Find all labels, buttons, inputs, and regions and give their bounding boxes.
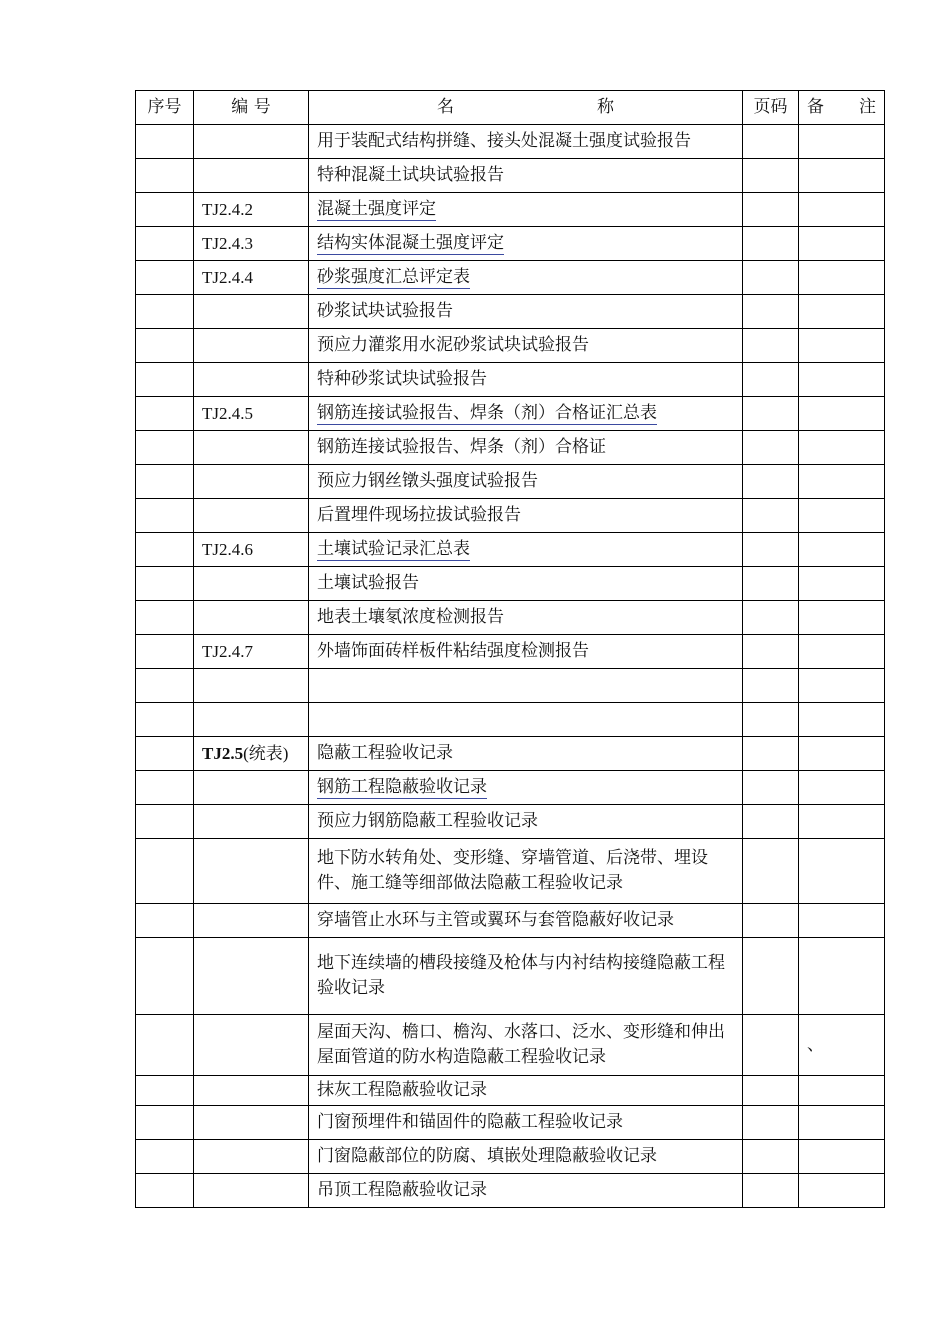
table-row — [136, 938, 885, 1015]
cell-name: 用于装配式结构拼缝、接头处混凝土强度试验报告 — [309, 125, 743, 159]
cell-no — [136, 771, 194, 805]
cell-note — [799, 159, 885, 193]
table-row — [136, 737, 885, 771]
cell-page — [743, 193, 799, 227]
link-text[interactable]: 钢筋连接试验报告、焊条（剂）合格证汇总表 — [317, 403, 657, 423]
cell-no — [136, 839, 194, 904]
header-note-a: 备 — [807, 97, 824, 117]
cell-note — [799, 329, 885, 363]
header-page: 页码 — [743, 91, 799, 125]
table-row — [136, 771, 885, 805]
cell-no — [136, 261, 194, 295]
cell-no — [136, 465, 194, 499]
table-row — [136, 839, 885, 904]
cell-code — [194, 1106, 309, 1140]
cell-note — [799, 805, 885, 839]
table-row — [136, 159, 885, 193]
cell-page — [743, 669, 799, 703]
table-row — [136, 1106, 885, 1140]
table-row — [136, 397, 885, 431]
cell-code — [194, 771, 309, 805]
cell-no — [136, 904, 194, 938]
link-text[interactable]: 土壤试验记录汇总表 — [317, 539, 470, 559]
cell-code — [194, 1076, 309, 1106]
cell-code — [194, 499, 309, 533]
cell-name — [309, 771, 743, 805]
cell-page — [743, 363, 799, 397]
cell-code — [194, 737, 309, 771]
cell-no — [136, 567, 194, 601]
cell-no — [136, 193, 194, 227]
cell-page — [743, 465, 799, 499]
cell-page — [743, 1015, 799, 1076]
cell-page — [743, 904, 799, 938]
cell-note — [799, 1076, 885, 1106]
cell-note — [799, 397, 885, 431]
link-text[interactable]: 混凝土强度评定 — [317, 199, 436, 219]
cell-page — [743, 635, 799, 669]
table-row — [136, 431, 885, 465]
table-row-empty — [136, 669, 885, 703]
cell-code — [194, 839, 309, 904]
table-body — [136, 125, 885, 1208]
cell-name — [309, 533, 743, 567]
cell-no — [136, 159, 194, 193]
code-bold: TJ2.5 — [202, 744, 244, 763]
cell-no — [136, 363, 194, 397]
cell-no — [136, 431, 194, 465]
cell-page — [743, 159, 799, 193]
cell-note — [799, 431, 885, 465]
cell-name — [309, 397, 743, 431]
header-row — [136, 91, 885, 125]
cell-page — [743, 125, 799, 159]
cell-note — [799, 193, 885, 227]
cell-page — [743, 1076, 799, 1106]
cell-code — [194, 805, 309, 839]
cell-code — [194, 465, 309, 499]
cell-code — [194, 363, 309, 397]
cell-note — [799, 703, 885, 737]
cell-name: 砂浆试块试验报告 — [309, 295, 743, 329]
table-row-empty — [136, 703, 885, 737]
cell-page — [743, 431, 799, 465]
cell-note — [799, 839, 885, 904]
cell-page — [743, 1174, 799, 1208]
table-row — [136, 465, 885, 499]
cell-no — [136, 703, 194, 737]
table-row — [136, 193, 885, 227]
cell-no — [136, 938, 194, 1015]
cell-no — [136, 737, 194, 771]
code-suffix: (统表) — [243, 744, 289, 763]
cell-note: 、 — [799, 1015, 885, 1076]
table-row — [136, 904, 885, 938]
cell-page — [743, 567, 799, 601]
header-note-b: 注 — [859, 97, 876, 117]
cell-page — [743, 737, 799, 771]
cell-note — [799, 1140, 885, 1174]
cell-note — [799, 1174, 885, 1208]
cell-page — [743, 295, 799, 329]
cell-name: 隐蔽工程验收记录 — [309, 737, 743, 771]
cell-name: 特种混凝土试块试验报告 — [309, 159, 743, 193]
cell-name — [309, 703, 743, 737]
cell-page — [743, 703, 799, 737]
cell-name: 屋面天沟、檐口、檐沟、水落口、泛水、变形缝和伸出屋面管道的防水构造隐蔽工程验收记录 — [309, 1015, 743, 1076]
table-row — [136, 125, 885, 159]
cell-code — [194, 431, 309, 465]
cell-name: 预应力钢丝镦头强度试验报告 — [309, 465, 743, 499]
cell-no — [136, 295, 194, 329]
cell-name: 地下连续墙的槽段接缝及枪体与内衬结构接缝隐蔽工程验收记录 — [309, 938, 743, 1015]
table-row — [136, 363, 885, 397]
cell-code — [194, 703, 309, 737]
cell-code — [194, 904, 309, 938]
cell-name: 地下防水转角处、变形缝、穿墙管道、后浇带、埋设件、施工缝等细部做法隐蔽工程验收记录 — [309, 839, 743, 904]
table-row — [136, 261, 885, 295]
cell-no — [136, 499, 194, 533]
cell-page — [743, 329, 799, 363]
cell-note — [799, 261, 885, 295]
cell-note — [799, 601, 885, 635]
document-index-table — [135, 90, 885, 1208]
cell-no — [136, 601, 194, 635]
cell-no — [136, 1076, 194, 1106]
table-row — [136, 329, 885, 363]
cell-name: 吊顶工程隐蔽验收记录 — [309, 1174, 743, 1208]
cell-page — [743, 227, 799, 261]
cell-note — [799, 567, 885, 601]
cell-note — [799, 737, 885, 771]
cell-code: TJ2.4.2 — [194, 193, 309, 227]
cell-name: 门窗预埋件和锚固件的隐蔽工程验收记录 — [309, 1106, 743, 1140]
cell-no — [136, 125, 194, 159]
header-name-b: 称 — [597, 97, 614, 117]
cell-code — [194, 669, 309, 703]
cell-note — [799, 904, 885, 938]
link-text[interactable]: 砂浆强度汇总评定表 — [317, 267, 470, 287]
cell-code — [194, 295, 309, 329]
cell-code: TJ2.4.3 — [194, 227, 309, 261]
cell-code: TJ2.4.7 — [194, 635, 309, 669]
header-code: 编 号 — [194, 91, 309, 125]
cell-page — [743, 805, 799, 839]
cell-name: 后置埋件现场拉拔试验报告 — [309, 499, 743, 533]
table-row — [136, 295, 885, 329]
cell-note — [799, 635, 885, 669]
cell-code — [194, 125, 309, 159]
cell-name: 土壤试验报告 — [309, 567, 743, 601]
cell-code — [194, 567, 309, 601]
cell-note — [799, 499, 885, 533]
cell-name: 钢筋连接试验报告、焊条（剂）合格证 — [309, 431, 743, 465]
cell-page — [743, 771, 799, 805]
cell-code — [194, 938, 309, 1015]
cell-no — [136, 1015, 194, 1076]
table-row — [136, 635, 885, 669]
cell-no — [136, 1106, 194, 1140]
cell-note — [799, 465, 885, 499]
cell-note — [799, 669, 885, 703]
header-note — [799, 91, 885, 125]
cell-name: 特种砂浆试块试验报告 — [309, 363, 743, 397]
cell-note — [799, 1106, 885, 1140]
cell-name: 门窗隐蔽部位的防腐、填嵌处理隐蔽验收记录 — [309, 1140, 743, 1174]
cell-page — [743, 261, 799, 295]
cell-name: 地表土壤氡浓度检测报告 — [309, 601, 743, 635]
cell-no — [136, 1140, 194, 1174]
cell-code — [194, 329, 309, 363]
table-row — [136, 567, 885, 601]
link-text[interactable]: 结构实体混凝土强度评定 — [317, 233, 504, 253]
cell-page — [743, 601, 799, 635]
table-row — [136, 1015, 885, 1076]
table-row — [136, 1076, 885, 1106]
cell-no — [136, 669, 194, 703]
cell-no — [136, 533, 194, 567]
table-row — [136, 227, 885, 261]
header-name-a: 名 — [437, 97, 454, 117]
cell-no — [136, 805, 194, 839]
table-row — [136, 805, 885, 839]
cell-no — [136, 635, 194, 669]
cell-no — [136, 1174, 194, 1208]
cell-no — [136, 329, 194, 363]
cell-note — [799, 363, 885, 397]
cell-code — [194, 1015, 309, 1076]
cell-note — [799, 125, 885, 159]
header-no: 序号 — [136, 91, 194, 125]
table-row — [136, 1140, 885, 1174]
cell-code — [194, 1174, 309, 1208]
cell-page — [743, 938, 799, 1015]
cell-note — [799, 771, 885, 805]
table-row — [136, 1174, 885, 1208]
cell-note — [799, 295, 885, 329]
link-text[interactable]: 钢筋工程隐蔽验收记录 — [317, 777, 487, 797]
cell-name: 抹灰工程隐蔽验收记录 — [309, 1076, 743, 1106]
cell-note — [799, 938, 885, 1015]
table-row — [136, 601, 885, 635]
table-row — [136, 499, 885, 533]
cell-code: TJ2.4.6 — [194, 533, 309, 567]
cell-name — [309, 669, 743, 703]
cell-code — [194, 1140, 309, 1174]
cell-name — [309, 227, 743, 261]
table-row — [136, 533, 885, 567]
cell-page — [743, 1140, 799, 1174]
cell-name: 预应力灌浆用水泥砂浆试块试验报告 — [309, 329, 743, 363]
cell-page — [743, 1106, 799, 1140]
cell-no — [136, 397, 194, 431]
cell-code: TJ2.4.4 — [194, 261, 309, 295]
cell-no — [136, 227, 194, 261]
cell-page — [743, 397, 799, 431]
cell-code: TJ2.4.5 — [194, 397, 309, 431]
cell-note — [799, 227, 885, 261]
cell-name: 外墙饰面砖样板件粘结强度检测报告 — [309, 635, 743, 669]
header-name — [309, 91, 743, 125]
cell-name — [309, 193, 743, 227]
cell-note — [799, 533, 885, 567]
cell-name — [309, 261, 743, 295]
cell-page — [743, 839, 799, 904]
cell-page — [743, 499, 799, 533]
cell-code — [194, 159, 309, 193]
cell-page — [743, 533, 799, 567]
cell-code — [194, 601, 309, 635]
cell-name: 预应力钢筋隐蔽工程验收记录 — [309, 805, 743, 839]
cell-name: 穿墙管止水环与主管或翼环与套管隐蔽好收记录 — [309, 904, 743, 938]
